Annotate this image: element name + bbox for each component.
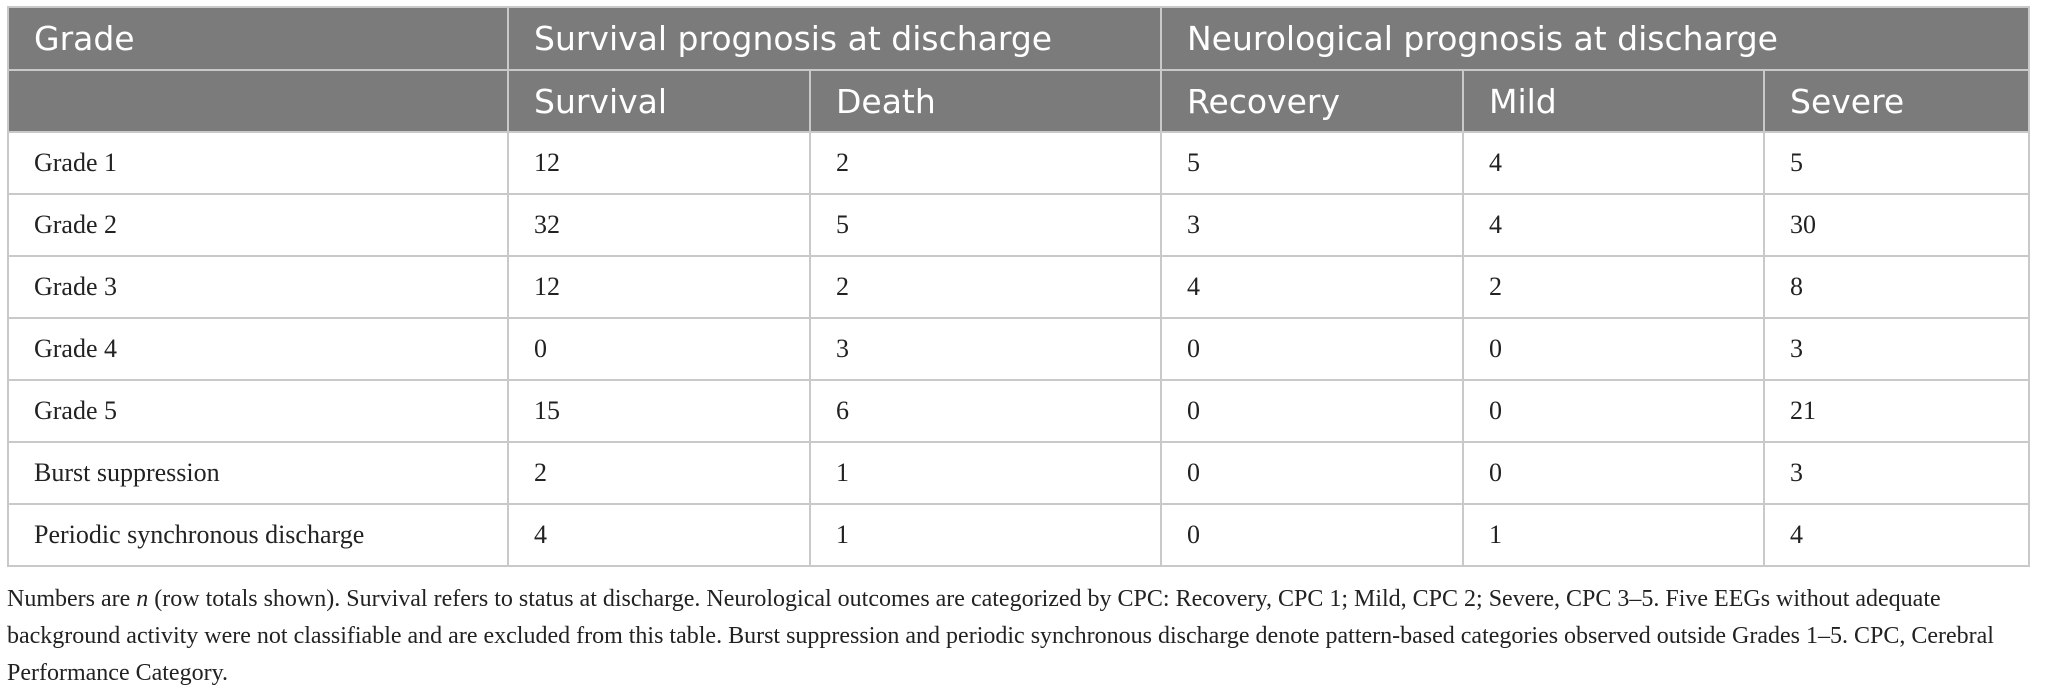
cell-severe: 4 <box>1764 504 2029 566</box>
cell-severe: 8 <box>1764 256 2029 318</box>
cell-recovery: 4 <box>1161 256 1463 318</box>
cell-recovery: 0 <box>1161 504 1463 566</box>
table-header <box>8 7 2029 132</box>
table-body <box>8 132 2029 566</box>
cell-death: 1 <box>810 442 1161 504</box>
header-grade: Grade <box>8 7 508 70</box>
cell-death: 6 <box>810 380 1161 442</box>
header-neuro-group: Neurological prognosis at discharge <box>1161 7 2029 70</box>
cell-death: 2 <box>810 256 1161 318</box>
cell-survival: 12 <box>508 132 810 194</box>
cell-mild: 1 <box>1463 504 1764 566</box>
cell-survival: 4 <box>508 504 810 566</box>
header-death: Death <box>810 70 1161 132</box>
cell-grade: Grade 2 <box>8 194 508 256</box>
results-table <box>7 6 2030 567</box>
table-footnote <box>7 581 2057 692</box>
table-row <box>8 132 2029 194</box>
footnote-n: n <box>136 586 149 612</box>
cell-severe: 30 <box>1764 194 2029 256</box>
cell-death: 3 <box>810 318 1161 380</box>
cell-grade: Grade 1 <box>8 132 508 194</box>
cell-grade: Burst suppression <box>8 442 508 504</box>
header-mild: Mild <box>1463 70 1764 132</box>
cell-grade: Grade 5 <box>8 380 508 442</box>
table-row <box>8 504 2029 566</box>
cell-severe: 21 <box>1764 380 2029 442</box>
cell-mild: 4 <box>1463 132 1764 194</box>
cell-recovery: 3 <box>1161 194 1463 256</box>
header-severe: Severe <box>1764 70 2029 132</box>
table-row <box>8 318 2029 380</box>
header-empty <box>8 70 508 132</box>
cell-mild: 0 <box>1463 442 1764 504</box>
header-survival-group: Survival prognosis at discharge <box>508 7 1161 70</box>
cell-death: 2 <box>810 132 1161 194</box>
cell-mild: 4 <box>1463 194 1764 256</box>
header-recovery: Recovery <box>1161 70 1463 132</box>
table-row <box>8 380 2029 442</box>
cell-recovery: 0 <box>1161 380 1463 442</box>
footnote-part1: Numbers are <box>7 586 137 612</box>
table-row <box>8 442 2029 504</box>
cell-death: 5 <box>810 194 1161 256</box>
cell-recovery: 5 <box>1161 132 1463 194</box>
cell-recovery: 0 <box>1161 318 1463 380</box>
cell-mild: 0 <box>1463 380 1764 442</box>
cell-grade: Grade 4 <box>8 318 508 380</box>
results-table-container <box>7 6 2028 567</box>
table-row <box>8 256 2029 318</box>
cell-mild: 2 <box>1463 256 1764 318</box>
cell-severe: 5 <box>1764 132 2029 194</box>
cell-severe: 3 <box>1764 442 2029 504</box>
cell-mild: 0 <box>1463 318 1764 380</box>
cell-survival: 15 <box>508 380 810 442</box>
cell-grade: Periodic synchronous discharge <box>8 504 508 566</box>
cell-death: 1 <box>810 504 1161 566</box>
header-survival: Survival <box>508 70 810 132</box>
cell-recovery: 0 <box>1161 442 1463 504</box>
cell-survival: 0 <box>508 318 810 380</box>
cell-survival: 2 <box>508 442 810 504</box>
cell-severe: 3 <box>1764 318 2029 380</box>
footnote-part2: (row totals shown). Survival refers to status at discharge. Neurological outcomes are categorized by CPC: Recovery, CPC 1; Mild, CPC 2; Severe, CPC 3–5. Five EEGs without adequate background activity were not classifiable and are excluded from this table. Burst suppression and periodic synchronous discharge denote pattern-based categories observed outside Grades 1–5. CPC, Cerebral Performance Category. <box>7 586 1994 686</box>
header-row-groups <box>8 7 2029 70</box>
cell-survival: 12 <box>508 256 810 318</box>
header-row-columns <box>8 70 2029 132</box>
cell-grade: Grade 3 <box>8 256 508 318</box>
cell-survival: 32 <box>508 194 810 256</box>
table-row <box>8 194 2029 256</box>
